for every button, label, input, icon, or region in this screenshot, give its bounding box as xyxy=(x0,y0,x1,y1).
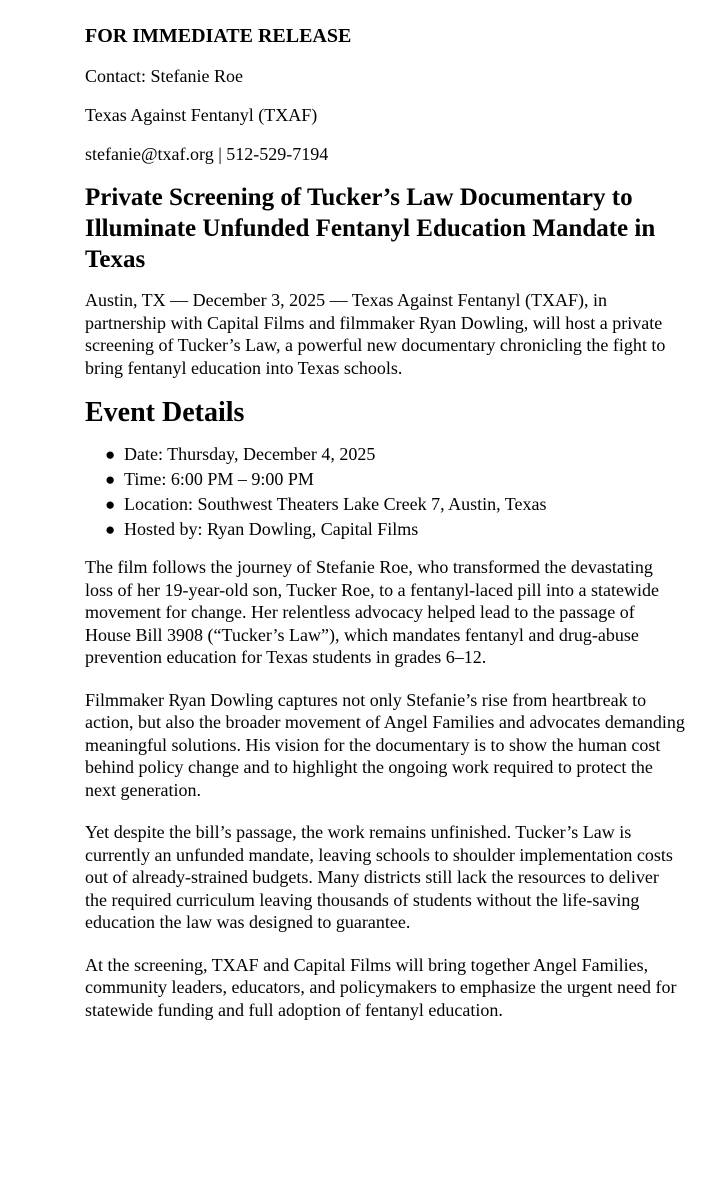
bullet-icon: ● xyxy=(105,470,116,489)
event-detail-text: Hosted by: Ryan Dowling, Capital Films xyxy=(124,519,419,539)
intro-paragraph: Austin, TX — December 3, 2025 — Texas Against Fentanyl (TXAF), in partnership with Capital Films and filmmaker Ryan Dowling, will host a private screening of Tucker’s Law, a powerful new documentary chronicling the fight to bring fentanyl education into Texas schools. xyxy=(85,290,666,378)
contact-name: Contact: Stefanie Roe xyxy=(85,66,243,86)
event-details-list xyxy=(85,442,701,542)
event-detail-date xyxy=(105,442,701,467)
event-detail-text: Time: 6:00 PM – 9:00 PM xyxy=(124,469,314,489)
contact-info: stefanie@txaf.org | 512-529-7194 xyxy=(85,144,329,164)
contact-organization: Texas Against Fentanyl (TXAF) xyxy=(85,105,318,125)
event-detail-location xyxy=(105,492,701,517)
event-details-title: Event Details xyxy=(85,397,245,428)
body-paragraph-film: The film follows the journey of Stefanie Roe, who transformed the devastating loss of her 19-year-old son, Tucker Roe, to a fentanyl-laced pill into a statewide movement for change. Her relentless advocacy helped lead to the passage of House Bill 3908 (“Tucker’s Law”), which mandates fentanyl and drug-abuse prevention education for Texas students in grades 6–12. xyxy=(85,557,659,667)
event-detail-text: Date: Thursday, December 4, 2025 xyxy=(124,444,376,464)
bullet-icon: ● xyxy=(105,520,116,539)
body-paragraph-screening: At the screening, TXAF and Capital Films will bring together Angel Families, community leaders, educators, and policymakers to emphasize the urgent need for statewide funding and full adoption of fentanyl education. xyxy=(85,954,677,1020)
event-detail-host xyxy=(105,517,701,542)
headline: Private Screening of Tucker’s Law Documentary to Illuminate Unfunded Fentanyl Education Mandate in Texas xyxy=(85,184,656,273)
bullet-icon: ● xyxy=(105,445,116,464)
event-detail-text: Location: Southwest Theaters Lake Creek 7, Austin, Texas xyxy=(124,494,547,514)
body-paragraph-mandate: Yet despite the bill’s passage, the work remains unfinished. Tucker’s Law is currently an unfunded mandate, leaving schools to shoulder implementation costs out of already-strained budgets. Many districts still lack the resources to deliver the required curriculum leaving thousands of students without the life-saving education the law was designed to guarantee. xyxy=(85,822,673,932)
bullet-icon: ● xyxy=(105,495,116,514)
body-paragraph-filmmaker: Filmmaker Ryan Dowling captures not only Stefanie’s rise from heartbreak to action, but also the broader movement of Angel Families and advocates demanding meaningful solutions. His vision for the documentary is to show the human cost behind policy change and to highlight the ongoing work required to protect the next generation. xyxy=(85,689,685,800)
event-detail-time xyxy=(105,467,701,492)
release-label: FOR IMMEDIATE RELEASE xyxy=(85,25,352,47)
